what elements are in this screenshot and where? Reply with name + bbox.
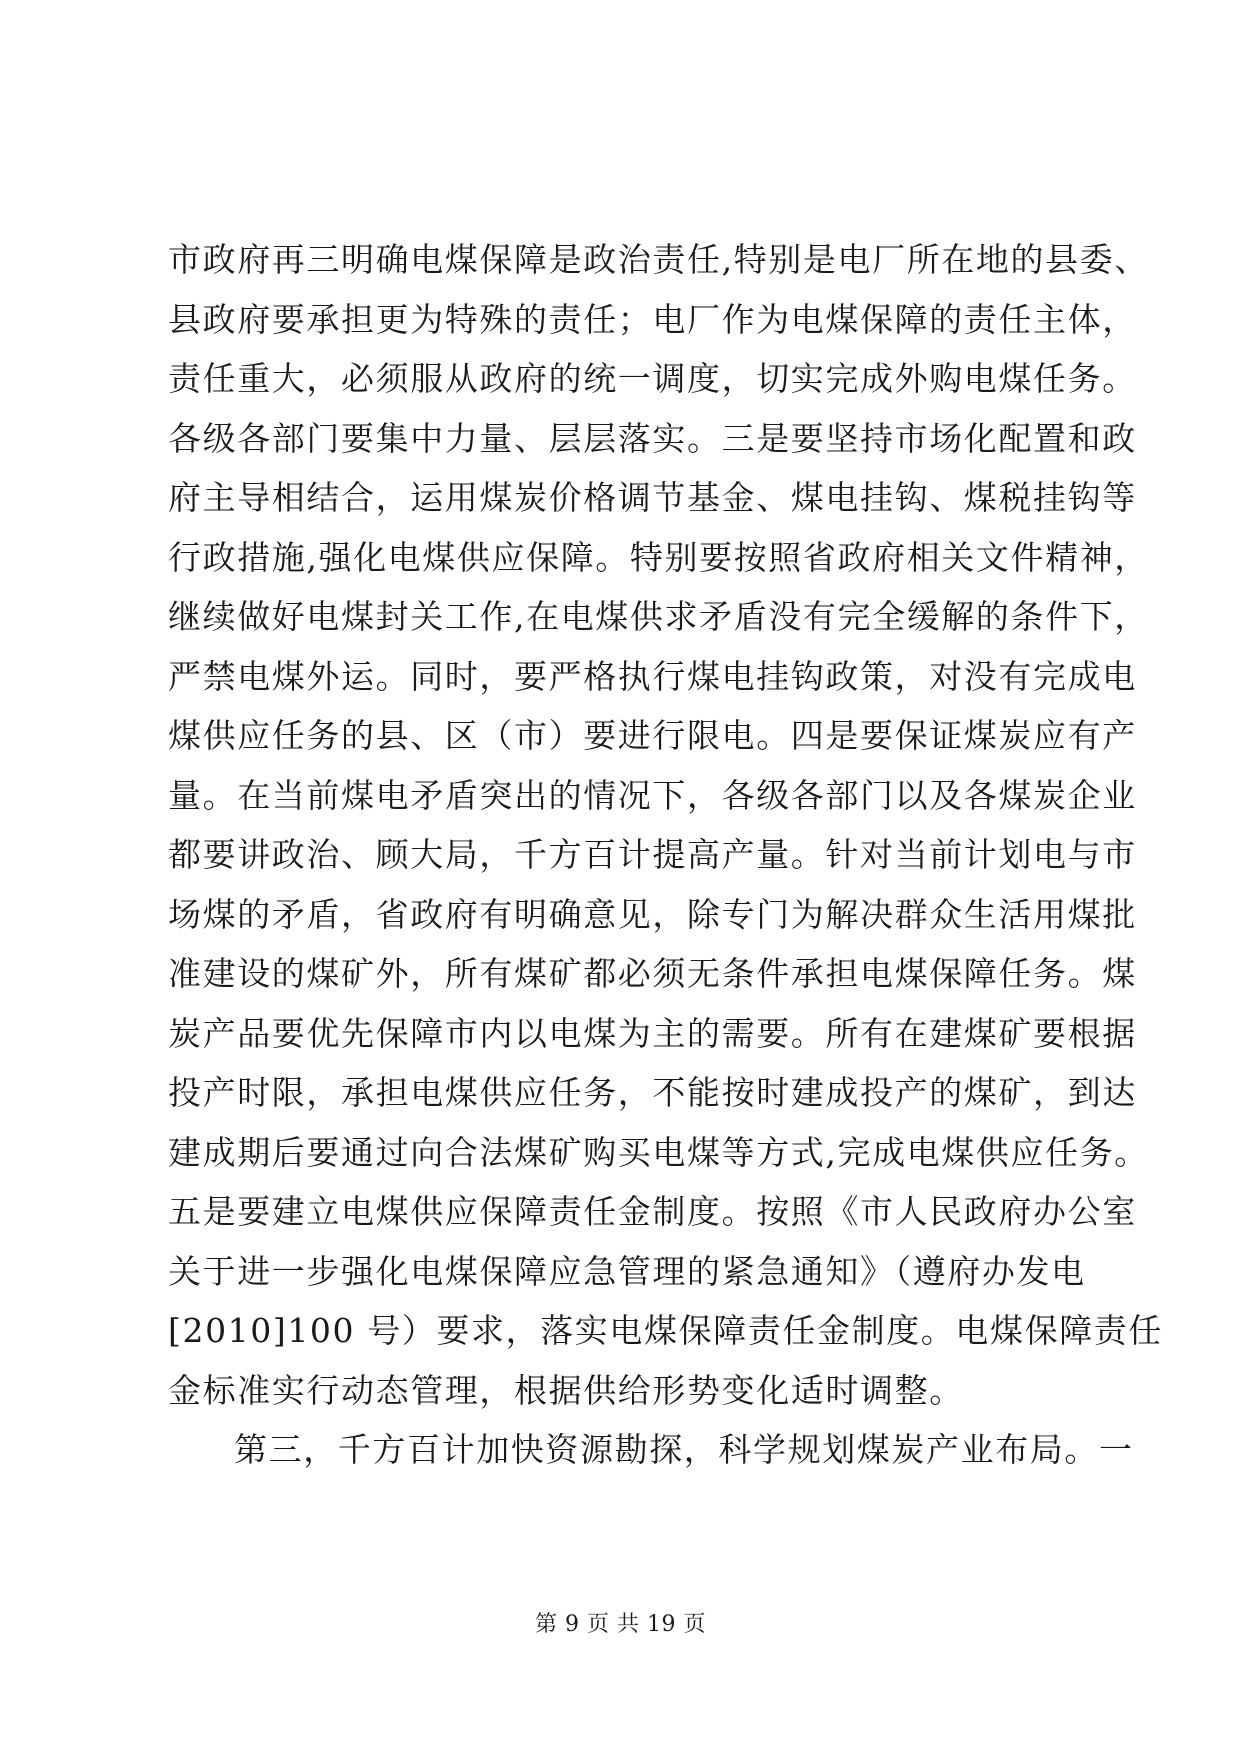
text-line: 都要讲政治、顾大局，千方百计提高产量。针对当前计划电与市 bbox=[168, 835, 1137, 874]
text-line: 金标准实行动态管理，根据供给形势变化适时调整。 bbox=[168, 1370, 964, 1410]
text-line: 责任重大，必须服从政府的统一调度，切实完成外购电煤任务。 bbox=[168, 359, 1137, 398]
text-line: 建成期后要通过向合法煤矿购买电煤等方式,完成电煤供应任务。 bbox=[168, 1132, 1149, 1172]
text-line: 煤供应任务的县、区（市）要进行限电。四是要保证煤炭应有产 bbox=[168, 716, 1137, 755]
text-line: 继续做好电煤封关工作,在电煤供求矛盾没有完全缓解的条件下， bbox=[168, 597, 1149, 636]
text-line: 五是要建立电煤供应保障责任金制度。按照《市人民政府办公室 bbox=[168, 1192, 1137, 1231]
text-line: 县政府要承担更为特殊的责任；电厂作为电煤保障的责任主体， bbox=[168, 299, 1137, 339]
text-line: 场煤的矛盾，省政府有明确意见，除专门为解决群众生活用煤批 bbox=[168, 894, 1137, 934]
text-line: 行政措施,强化电煤供应保障。特别要按照省政府相关文件精神， bbox=[168, 537, 1149, 577]
text-line: 市政府再三明确电煤保障是政治责任,特别是电厂所在地的县委、 bbox=[168, 240, 1149, 279]
text-line: 炭产品要优先保障市内以电煤为主的需要。所有在建煤矿要根据 bbox=[168, 1013, 1137, 1053]
text-line: 各级各部门要集中力量、层层落实。三是要坚持市场化配置和政 bbox=[168, 418, 1137, 458]
text-line: 府主导相结合，运用煤炭价格调节基金、煤电挂钩、煤税挂钩等 bbox=[168, 478, 1137, 517]
page-number: 第 9 页 共 19 页 bbox=[535, 1612, 706, 1637]
body-text bbox=[168, 230, 1164, 1480]
text-line: 关于进一步强化电煤保障应急管理的紧急通知》（遵府办发电 bbox=[168, 1251, 1086, 1291]
text-line: 准建设的煤矿外，所有煤矿都必须无条件承担电煤保障任务。煤 bbox=[168, 954, 1137, 993]
text-line: [2010]100 号）要求，落实电煤保障责任金制度。电煤保障责任 bbox=[168, 1311, 1164, 1350]
text-line: 投产时限，承担电煤供应任务，不能按时建成投产的煤矿，到达 bbox=[168, 1073, 1137, 1112]
paragraph-start-line: 第三，千方百计加快资源勘探，科学规划煤炭产业布局。一 bbox=[234, 1430, 1134, 1469]
text-line: 量。在当前煤电矛盾突出的情况下，各级各部门以及各煤炭企业 bbox=[168, 775, 1137, 815]
text-line: 严禁电煤外运。同时，要严格执行煤电挂钩政策，对没有完成电 bbox=[168, 656, 1137, 696]
page-footer bbox=[0, 1610, 1241, 1640]
